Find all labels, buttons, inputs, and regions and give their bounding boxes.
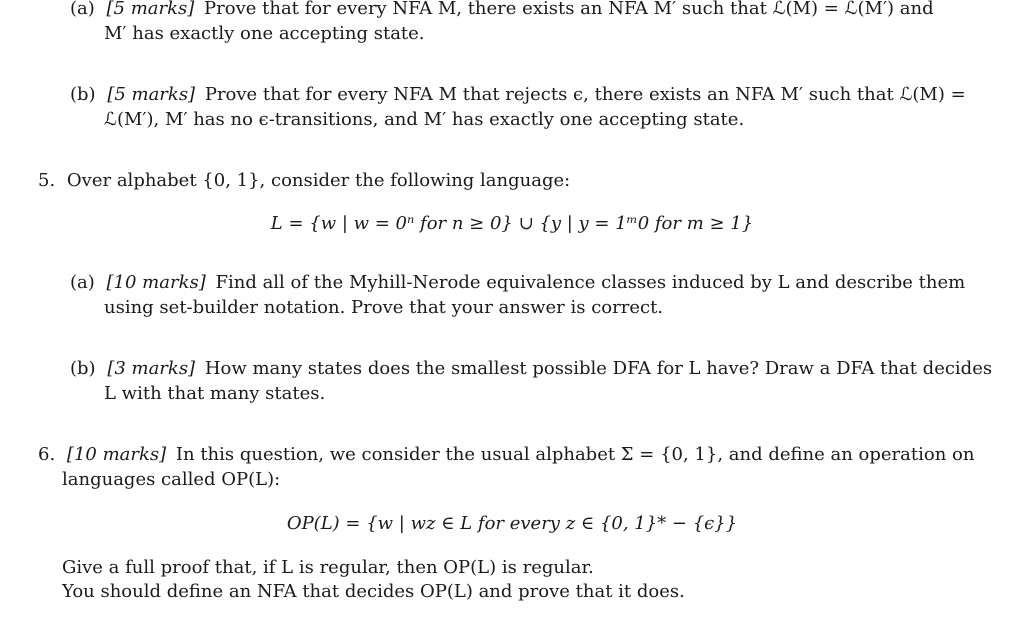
q4a-line1 [70,0,934,21]
q6-number: 6. [38,444,56,465]
q6-equation [0,511,1024,536]
q6-text4: You should define an NFA that decides OP(L) and prove that it does. [62,581,685,602]
q6-line2 [62,467,280,492]
q5-number: 5. [38,170,56,191]
q4b-line2 [104,107,744,132]
q6-text2: languages called OP(L): [62,469,281,490]
q6-line1 [38,442,974,467]
q5a-line2 [104,295,663,320]
q6-equation-text: OP(L) = {w | wz ∈ L for every z ∈ {0, 1}* − {ϵ}} [286,513,738,534]
q5a-text2: using set-builder notation. Prove that your answer is correct. [104,297,664,318]
q6-text1: In this question, we consider the usual alphabet Σ = {0, 1}, and define an operation on [175,444,975,465]
q5-equation [0,211,1024,236]
q5b-line1 [70,356,992,381]
q4a-text1: Prove that for every NFA M, there exists an NFA M′ such that ℒ(M) = ℒ(M′) and [204,0,934,19]
q5-intro: Over alphabet {0, 1}, consider the following language: [66,170,571,191]
q5-intro-line [38,168,570,193]
q4b-text2: ℒ(M′), M′ has no ϵ-transitions, and M′ has exactly one accepting state. [104,109,745,130]
q5b-line2 [104,381,325,406]
q4b-text1: Prove that for every NFA M that rejects ϵ, there exists an NFA M′ such that ℒ(M) = [204,84,966,105]
q5b-text2: L with that many states. [104,383,326,404]
q5-equation-text: L = {w | w = 0ⁿ for n ≥ 0} ∪ {y | y = 1ᵐ0 for m ≥ 1} [270,213,754,234]
q5a-line1 [70,270,965,295]
q5b-label: (b) [70,358,96,379]
q4a-marks: [5 marks] [106,0,195,19]
q5a-label: (a) [70,272,95,293]
q5b-marks: [3 marks] [107,358,196,379]
q6-line4 [62,579,685,604]
q4b-label: (b) [70,84,96,105]
q5b-text1: How many states does the smallest possible DFA for L have? Draw a DFA that decides [204,358,993,379]
q4a-line2 [104,21,425,46]
q4a-label: (a) [70,0,95,19]
q5a-marks: [10 marks] [106,272,206,293]
q6-marks: [10 marks] [66,444,167,465]
q6-text3: Give a full proof that, if L is regular, then OP(L) is regular. [62,557,594,578]
q5a-text1: Find all of the Myhill-Nerode equivalence classes induced by L and describe them [215,272,966,293]
q4b-line1 [70,82,966,107]
q4b-marks: [5 marks] [107,84,196,105]
q6-line3 [62,555,594,580]
q4a-text2: M′ has exactly one accepting state. [104,23,425,44]
